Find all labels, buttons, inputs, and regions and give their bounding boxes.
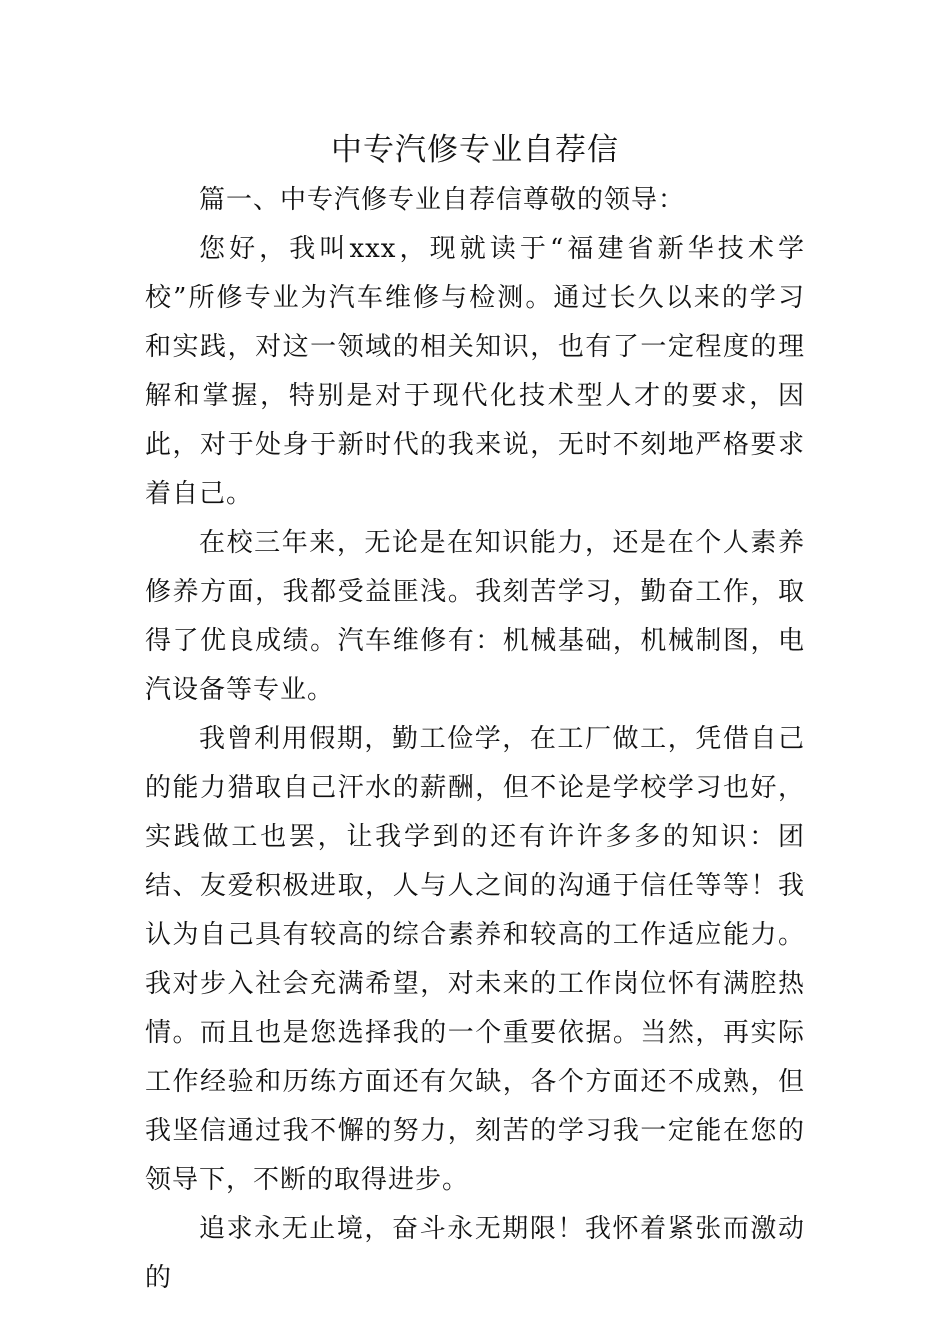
- paragraph-school-years: 在校三年来，无论是在知识能力，还是在个人素养修养方面，我都受益匪浅。我刻苦学习，勤奋工作，取得了优良成绩。汽车维修有：机械基础，机械制图，电汽设备等专业。: [145, 528, 805, 705]
- paragraph-salutation: 篇一、中专汽修专业自荐信尊敬的领导：: [199, 185, 686, 215]
- paragraph-introduction: 您好，我叫xxx，现就读于“福建省新华技术学校”所修专业为汽车维修与检测。通过长久以来的学习和实践，对这一领域的相关知识，也有了一定程度的理解和掌握，特别是对于现代化技术型人才的要求，因此，对于处身于新时代的我来说，无时不刻地严格要求着自己。: [145, 234, 805, 509]
- paragraph-work-experience: 我曾利用假期，勤工俭学，在工厂做工，凭借自己的能力猎取自己汗水的薪酬，但不论是学校学习也好，实践做工也罢，让我学到的还有许许多多的知识：团结、友爱积极进取，人与人之间的沟通于信任等等！我认为自己具有较高的综合素养和较高的工作适应能力。我对步入社会充满希望，对未来的工作岗位怀有满腔热情。而且也是您选择我的一个重要依据。当然，再实际工作经验和历练方面还有欠缺，各个方面还不成熟，但我坚信通过我不懈的努力，刻苦的学习我一定能在您的领导下，不断的取得进步。: [145, 724, 805, 1195]
- letter-body: [145, 176, 805, 1303]
- paragraph-closing: 追求永无止境，奋斗永无期限！我怀着紧张而激动的: [145, 1214, 805, 1293]
- document-title: 中专汽修专业自荐信: [331, 132, 619, 168]
